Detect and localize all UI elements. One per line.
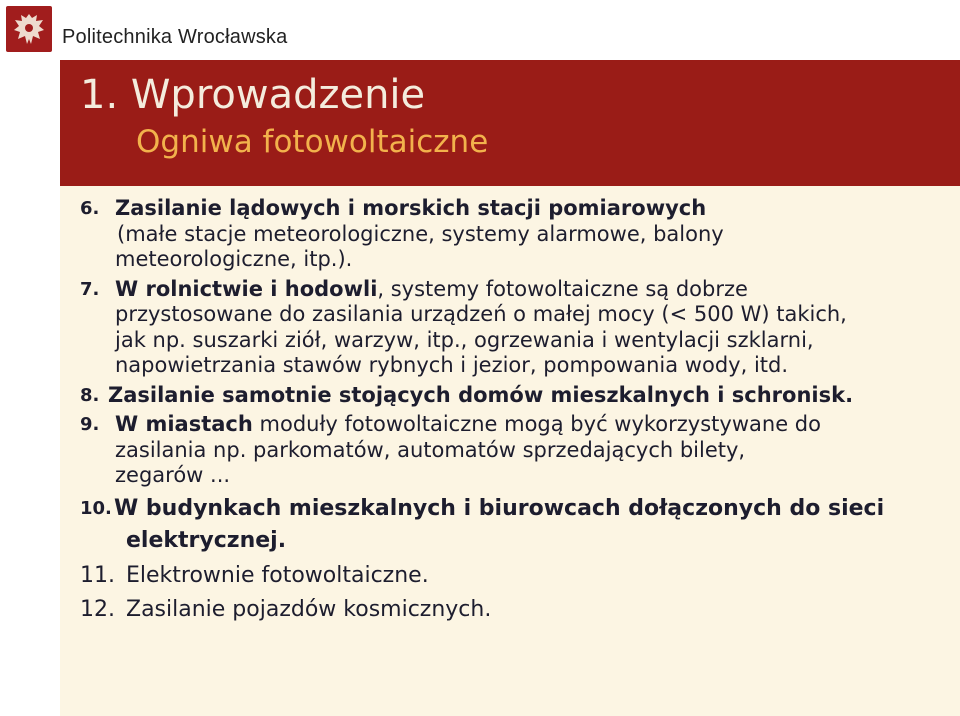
item-text: moduły fotowoltaiczne mogą być wykorzystywane do [252, 412, 821, 436]
list-item-7 [60, 277, 960, 379]
slide-subtitle: Ogniwa fotowoltaiczne [136, 124, 489, 160]
list-item-12 [60, 595, 960, 625]
item-text: Zasilanie pojazdów kosmicznych. [126, 596, 492, 622]
item-number: 10. [80, 497, 112, 519]
item-text: W budynkach mieszkalnych i biurowcach dołączonych do sieci [114, 495, 885, 521]
item-number: 6. [80, 198, 100, 219]
items-list [60, 196, 960, 629]
list-item-6 [60, 196, 960, 273]
item-text: W rolnictwie i hodowli [115, 276, 378, 301]
item-text: Zasilanie samotnie stojących domów mieszkalnych i schronisk. [108, 382, 854, 407]
item-text: przystosowane do zasilania urządzeń o małej mocy (< 500 W) takich, [115, 302, 847, 326]
list-item-9 [60, 412, 960, 489]
list-item-10 [60, 493, 960, 557]
item-text: , systemy fotowoltaiczne są dobrze [377, 276, 748, 301]
item-text: zasilania np. parkomatów, automatów sprzedających bilety, [115, 437, 746, 462]
item-text: (małe stacje meteorologiczne, systemy alarmowe, balony [117, 221, 724, 246]
list-item-11 [60, 561, 960, 591]
item-text: Elektrownie fotowoltaiczne. [126, 562, 429, 588]
slide-title: 1. Wprowadzenie [80, 72, 426, 118]
item-number: 8. [80, 384, 100, 406]
content-panel [60, 186, 960, 716]
item-number: 12. [80, 596, 115, 622]
list-item-8 [60, 383, 960, 409]
title-band [60, 60, 960, 186]
item-text: meteorologiczne, itp.). [115, 247, 353, 271]
item-text: napowietrzania stawów rybnych i jezior, pompowania wody, itd. [115, 353, 789, 377]
item-number: 11. [80, 562, 115, 588]
eagle-logo-icon [6, 6, 52, 52]
item-number: 7. [80, 278, 100, 300]
item-text: elektrycznej. [126, 527, 287, 553]
item-text: Zasilanie lądowych i morskich stacji pomiarowych [115, 196, 707, 220]
item-number: 9. [80, 414, 100, 435]
item-text: W miastach [115, 412, 253, 436]
university-name: Politechnika Wrocławska [62, 26, 288, 48]
item-text: zegarów ... [115, 463, 231, 487]
item-text: jak np. suszarki ziół, warzyw, itp., ogrzewania i wentylacji szklarni, [115, 327, 814, 352]
